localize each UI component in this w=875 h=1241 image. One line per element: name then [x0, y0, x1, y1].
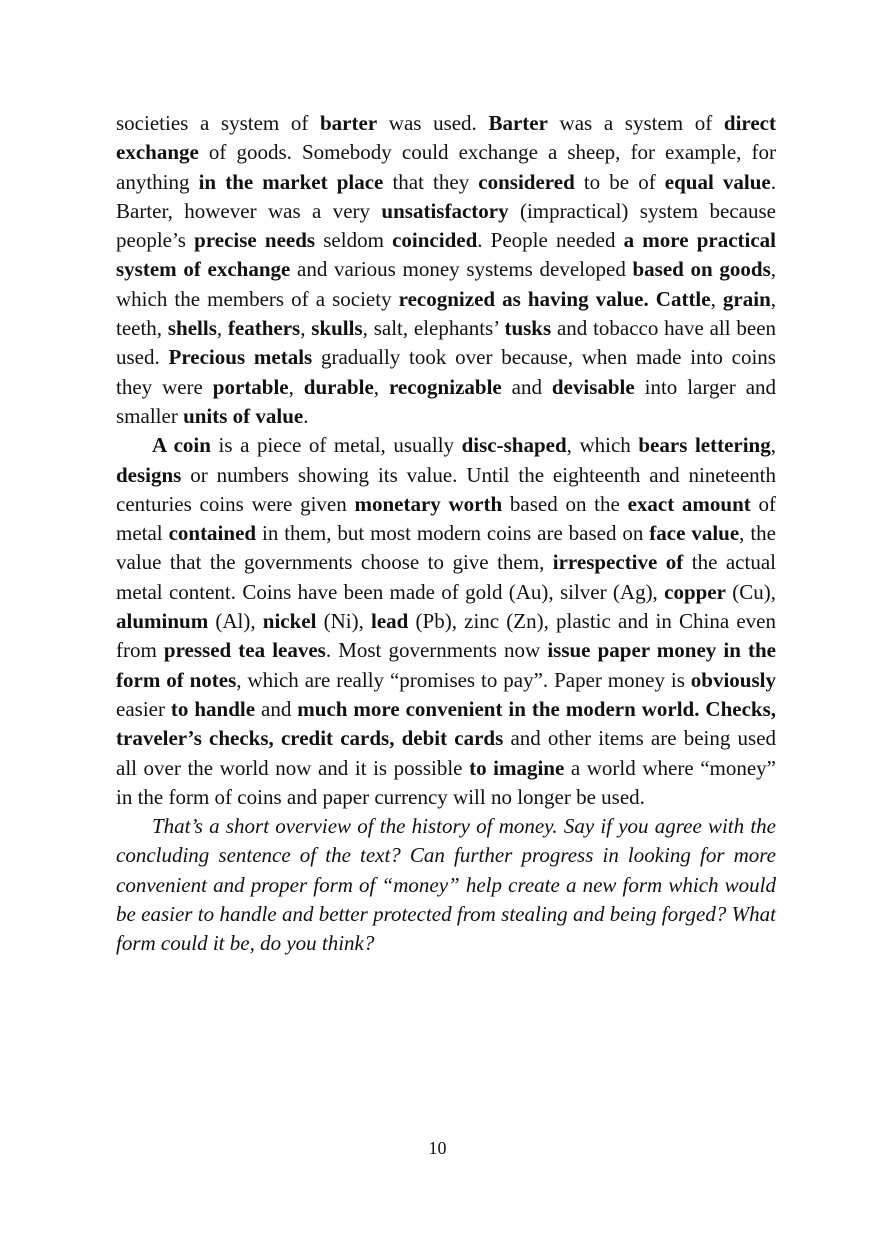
bold-term: irrespective of — [552, 550, 684, 575]
bold-term: disc-shaped — [461, 433, 567, 458]
bold-term: portable — [212, 374, 289, 399]
bold-term: skulls — [311, 316, 363, 341]
bold-term: obviously — [690, 667, 776, 692]
bold-term: grain — [722, 286, 771, 311]
text-run: (Cu), — [725, 579, 777, 604]
bold-term: precise needs — [194, 228, 316, 253]
bold-term: contained — [168, 521, 257, 546]
text-run: , which the members of a society — [116, 257, 776, 311]
bold-term: lead — [371, 609, 409, 634]
bold-term: a more practical system of exchange — [116, 228, 777, 282]
text-run: , the value that the governments choose to give them, — [116, 521, 776, 575]
bold-term: issue paper money in the form of notes — [116, 638, 776, 692]
paragraph-discussion-question — [116, 812, 776, 958]
bold-term: equal value — [664, 169, 771, 194]
text-run: gradually took over because, when made into coins they were — [116, 345, 776, 399]
bold-term: designs — [116, 462, 182, 487]
text-run: , — [288, 374, 304, 399]
text-run: , — [770, 433, 776, 458]
bold-term: tusks — [504, 316, 552, 341]
text-run: was used. — [377, 111, 489, 135]
bold-term: recognized as having value. Cattle — [398, 286, 711, 311]
text-run: . People needed — [477, 228, 624, 253]
text-run: . — [303, 403, 309, 428]
bold-term: considered — [478, 169, 575, 194]
text-run: and tobacco have all been used. — [116, 316, 777, 370]
text-run: That’s a short overview of the history of money. Say if you agree with the concluding sentence of the text? Can further progress in looking for more convenient and proper form of “money” help create a new form which would be easier to handle and better protected from stealing and being forged? What form could it be, do you think? — [116, 814, 776, 956]
text-run: , — [216, 316, 228, 341]
text-run: (impractical) system because people’s — [116, 198, 776, 253]
page-body — [116, 109, 776, 959]
text-run: of metal — [116, 491, 776, 546]
text-run: is a piece of metal, usually — [210, 433, 462, 458]
text-run: and — [501, 374, 552, 399]
bold-term: Precious metals — [168, 345, 313, 370]
text-run: societies a system of — [116, 111, 320, 135]
text-run: or numbers showing its value. Until the eighteenth and nineteenth centuries coins were given — [116, 462, 776, 516]
text-run: to be of — [574, 169, 665, 194]
text-run: , — [300, 316, 312, 341]
page-number: 10 — [428, 1138, 447, 1158]
bold-term: shells — [167, 316, 217, 341]
bold-term: much more convenient in the modern world. Checks, traveler’s checks, credit cards, debit cards — [116, 696, 777, 751]
text-run: (Pb), zinc (Zn), plastic and in China even from — [116, 609, 776, 663]
text-run: (Al), — [208, 609, 263, 634]
text-run: , salt, elephants’ — [362, 316, 505, 341]
text-run: was a system of — [547, 111, 724, 135]
text-run: , which — [566, 433, 639, 458]
bold-term: direct exchange — [116, 111, 776, 165]
bold-term: copper — [664, 579, 726, 604]
bold-term: exact amount — [627, 491, 751, 516]
text-run: , — [710, 286, 723, 311]
bold-term: coincided — [392, 228, 478, 253]
bold-term: pressed tea leaves — [163, 638, 326, 663]
bold-term: face value — [649, 521, 740, 546]
bold-term: units of value — [183, 403, 304, 428]
paragraph-barter — [116, 109, 776, 431]
text-run: in them, but most modern coins are based on — [256, 521, 650, 546]
text-run: the actual metal content. Coins have been made of gold (Au), silver (Ag), — [116, 550, 776, 604]
text-run: easier — [116, 696, 171, 721]
bold-term: Barter — [488, 111, 548, 135]
text-run: and — [255, 696, 298, 721]
text-run: based on the — [502, 491, 628, 516]
text-run: that they — [383, 169, 479, 194]
text-run: a world where “money” in the form of coins and paper currency will no longer be used. — [116, 755, 777, 809]
bold-term: barter — [320, 111, 378, 135]
bold-term: based on goods — [632, 257, 771, 282]
bold-term: nickel — [262, 609, 317, 634]
text-run: (Ni), — [316, 609, 372, 634]
text-run: of goods. Somebody could exchange a sheep, for example, for anything — [116, 140, 776, 194]
text-run: , — [373, 374, 389, 399]
bold-term: bears lettering — [638, 433, 771, 458]
text-run: and various money systems developed — [290, 257, 633, 282]
bold-term: devisable — [551, 374, 635, 399]
bold-term: unsatisfactory — [381, 198, 509, 223]
paragraph-coins — [116, 431, 776, 812]
text-run: and other items are being used all over the world now and it is possible — [116, 726, 777, 780]
text-run: seldom — [315, 228, 393, 253]
bold-term: monetary worth — [354, 491, 503, 516]
bold-term: aluminum — [116, 609, 209, 634]
bold-term: A coin — [152, 433, 211, 458]
bold-term: in the market place — [198, 169, 384, 194]
bold-term: feathers — [227, 316, 301, 341]
text-run: , which are really “promises to pay”. Paper money is — [236, 667, 691, 692]
text-run: . Most governments now — [325, 638, 548, 663]
text-run: , teeth, — [116, 286, 777, 341]
bold-term: durable — [303, 374, 374, 399]
bold-term: to handle — [170, 696, 256, 721]
text-run: into larger and smaller — [116, 374, 777, 428]
bold-term: to imagine — [469, 755, 565, 780]
bold-term: recognizable — [388, 374, 502, 399]
text-run: . Barter, however was a very — [116, 169, 776, 223]
